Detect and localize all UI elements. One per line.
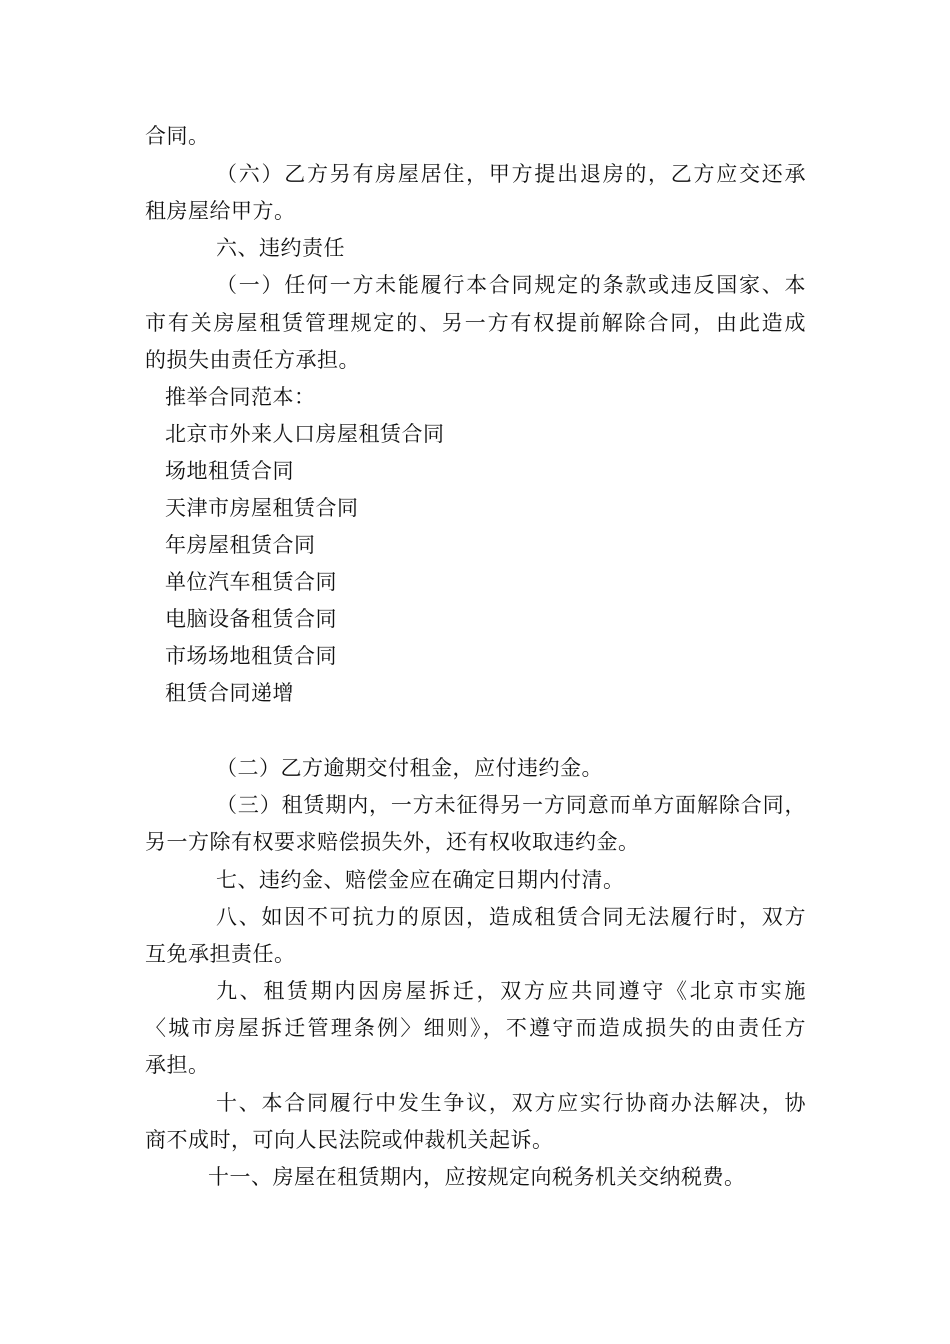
text-line: 十、本合同履行中发生争议，双方应实行协商办法解决，协 (216, 1091, 806, 1115)
text-line: 八、如因不可抗力的原因，造成租赁合同无法履行时，双方 (216, 905, 806, 929)
text-line: 承担。 (145, 1053, 210, 1077)
recommend-heading: 推举合同范本： (165, 385, 316, 409)
text-line: （一）任何一方未能履行本合同规定的条款或违反国家、本 (216, 273, 806, 297)
text-line: 十一、房屋在租赁期内，应按规定向税务机关交纳税费。 (208, 1165, 746, 1189)
text-line: 商不成时，可向人民法院或仲裁机关起诉。 (145, 1128, 554, 1152)
recommend-link[interactable]: 租赁合同递增 (165, 681, 294, 705)
recommend-link[interactable]: 北京市外来人口房屋租赁合同 (165, 422, 445, 446)
section-heading: 六、违约责任 (216, 236, 345, 260)
text-line: （二）乙方逾期交付租金，应付违约金。 (216, 756, 603, 780)
text-line: 的损失由责任方承担。 (145, 348, 360, 372)
text-line: 合同。 (145, 124, 210, 148)
text-line: 市有关房屋租赁管理规定的、另一方有权提前解除合同，由此造成 (145, 311, 806, 335)
text-line: 〈城市房屋拆迁管理条例〉细则》，不遵守而造成损失的由责任方 (145, 1016, 806, 1040)
text-line: （六）乙方另有房屋居住，甲方提出退房的，乙方应交还承 (216, 162, 806, 186)
text-line: 七、违约金、赔偿金应在确定日期内付清。 (216, 868, 625, 892)
text-line: 另一方除有权要求赔偿损失外，还有权收取违约金。 (145, 830, 640, 854)
text-line: 互免承担责任。 (145, 942, 296, 966)
recommend-link[interactable]: 年房屋租赁合同 (165, 533, 316, 557)
text-line: （三）租赁期内，一方未征得另一方同意而单方面解除合同， (216, 793, 806, 817)
recommend-link[interactable]: 单位汽车租赁合同 (165, 570, 337, 594)
text-line: 租房屋给甲方。 (145, 199, 296, 223)
text-line: 九、租赁期内因房屋拆迁，双方应共同遵守《北京市实施 (216, 979, 806, 1003)
recommend-link[interactable]: 电脑设备租赁合同 (165, 607, 337, 631)
recommend-link[interactable]: 天津市房屋租赁合同 (165, 496, 359, 520)
recommend-link[interactable]: 场地租赁合同 (165, 459, 294, 483)
recommend-link[interactable]: 市场场地租赁合同 (165, 644, 337, 668)
